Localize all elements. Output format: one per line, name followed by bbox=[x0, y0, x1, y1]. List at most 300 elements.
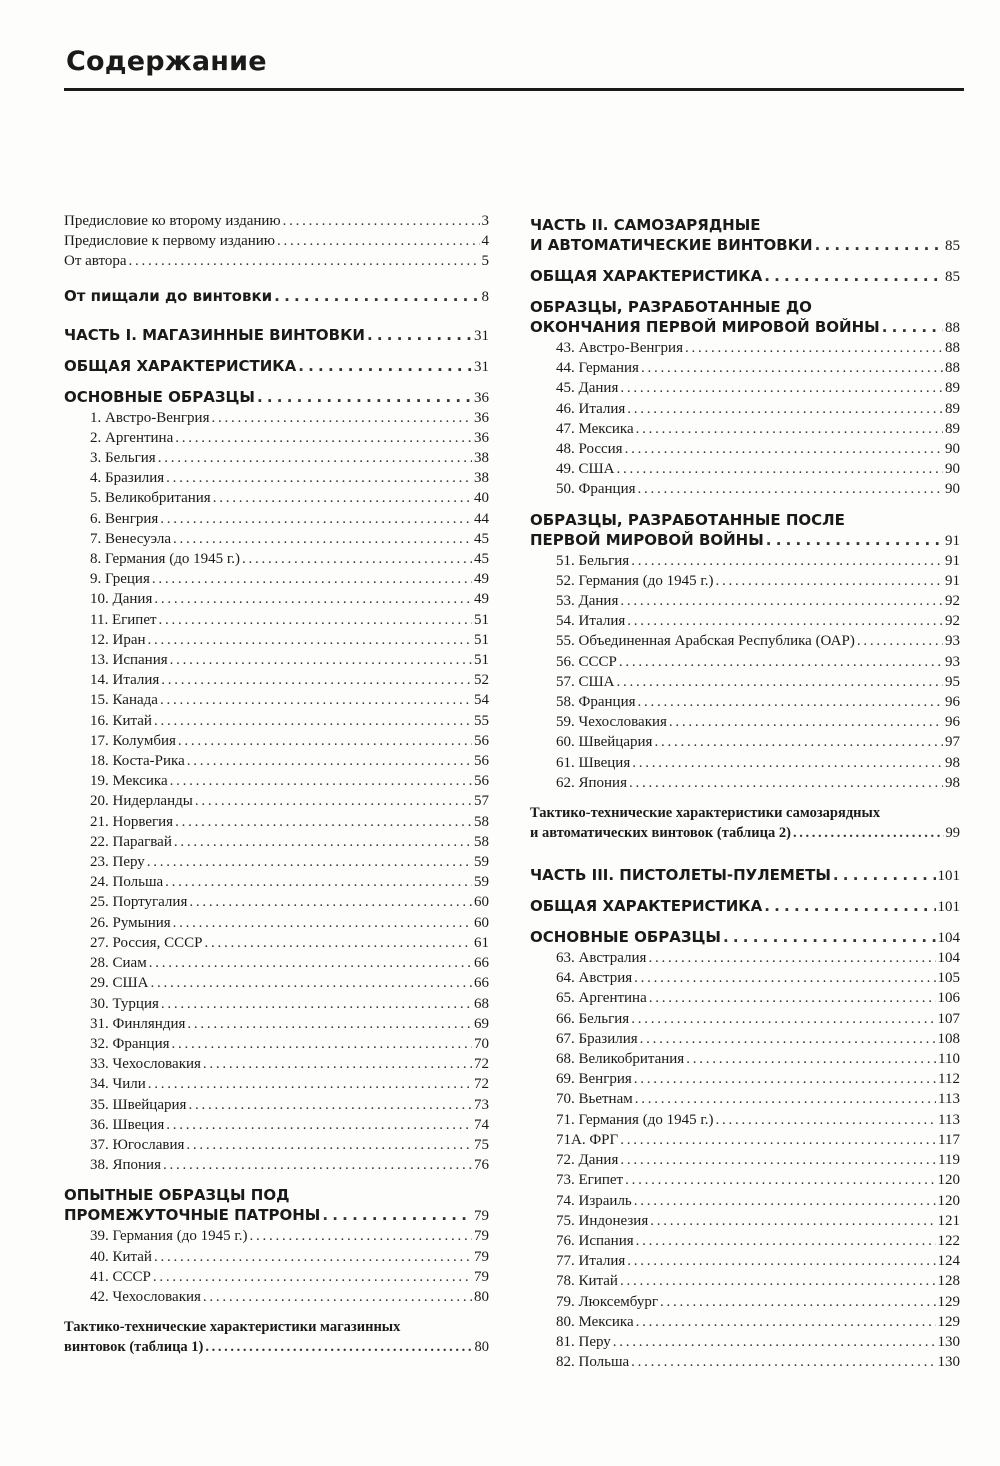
toc-entry-part1[interactable] bbox=[64, 325, 489, 346]
toc-entry[interactable] bbox=[64, 428, 489, 448]
toc-entry-general2[interactable] bbox=[530, 266, 960, 287]
dot-leader bbox=[178, 731, 472, 751]
toc-entry-history[interactable] bbox=[64, 286, 489, 307]
toc-entry-page: 70 bbox=[474, 1035, 489, 1052]
toc-entry-title: 28. Сиам bbox=[90, 955, 147, 972]
toc-entry[interactable] bbox=[64, 892, 489, 912]
toc-entry[interactable] bbox=[530, 571, 960, 591]
toc-entry-title: 24. Польша bbox=[90, 874, 164, 891]
page-title: Содержание bbox=[66, 46, 267, 77]
toc-entry-title: От автора bbox=[64, 253, 127, 270]
toc-entry[interactable] bbox=[64, 973, 489, 993]
toc-entry-main[interactable] bbox=[64, 387, 489, 408]
toc-entry-page: 97 bbox=[945, 734, 960, 751]
toc-entry-title: 38. Япония bbox=[90, 1157, 161, 1174]
toc-entry-page: 119 bbox=[938, 1152, 960, 1169]
toc-entry[interactable] bbox=[530, 611, 960, 631]
toc-entry-title: 22. Парагвай bbox=[90, 833, 172, 850]
toc-entry[interactable] bbox=[64, 1155, 489, 1175]
toc-entry[interactable] bbox=[530, 1292, 960, 1312]
dot-leader bbox=[152, 569, 472, 589]
toc-entry-title: 11. Египет bbox=[90, 611, 157, 628]
toc-entry-title: 56. СССР bbox=[556, 653, 617, 670]
toc-entry-page: 56 bbox=[474, 773, 489, 790]
toc-entry[interactable] bbox=[530, 338, 960, 358]
toc-entry-title: Предисловие к первому изданию bbox=[64, 233, 276, 250]
toc-entry-title: 65. Аргентина bbox=[556, 990, 647, 1007]
dot-leader bbox=[174, 832, 472, 852]
dot-leader bbox=[166, 1115, 472, 1135]
toc-entry-title: 79. Люксембург bbox=[556, 1293, 658, 1310]
toc-entry-title: 50. Франция bbox=[556, 481, 636, 498]
toc-entry-title: Предисловие ко второму изданию bbox=[64, 213, 281, 229]
toc-entry-title: 39. Германия (до 1945 г.) bbox=[90, 1228, 248, 1245]
toc-entry[interactable] bbox=[530, 1029, 960, 1049]
toc-entry[interactable] bbox=[530, 358, 960, 378]
toc-entry[interactable] bbox=[530, 459, 960, 479]
toc-entry-title: 51. Бельгия bbox=[556, 552, 630, 569]
toc-entry-page: 95 bbox=[945, 673, 960, 690]
toc-entry[interactable] bbox=[64, 731, 489, 751]
dot-leader bbox=[170, 771, 472, 791]
dot-leader bbox=[242, 549, 472, 569]
toc-entry[interactable] bbox=[64, 630, 489, 650]
toc-entry[interactable] bbox=[64, 211, 489, 231]
toc-entry-page: 107 bbox=[937, 1010, 960, 1027]
toc-entry-page: 60 bbox=[474, 894, 489, 911]
toc-entry-title: 77. Италия bbox=[556, 1253, 626, 1270]
toc-entry-title: 16. Китай bbox=[90, 712, 152, 729]
toc-entry-page: 104 bbox=[937, 950, 960, 967]
dot-leader bbox=[159, 610, 472, 630]
toc-entry[interactable] bbox=[530, 1049, 960, 1069]
toc-entry[interactable] bbox=[64, 468, 489, 488]
toc-entry[interactable] bbox=[64, 408, 489, 428]
dot-leader bbox=[631, 1009, 935, 1029]
toc-entry[interactable] bbox=[64, 771, 489, 791]
toc-entry-page: 128 bbox=[937, 1273, 960, 1290]
dot-leader bbox=[627, 1251, 935, 1271]
toc-entry-title: 57. США bbox=[556, 673, 615, 690]
toc-entry-title: 61. Швеция bbox=[556, 754, 631, 771]
toc-entry-title: 7. Венесуэла bbox=[90, 530, 171, 547]
experimental-items-list bbox=[64, 1226, 489, 1307]
toc-entry-title: 40. Китай bbox=[90, 1248, 152, 1265]
toc-entry-page: 57 bbox=[474, 793, 489, 810]
toc-entry[interactable] bbox=[64, 569, 489, 589]
toc-entry-title: 73. Египет bbox=[556, 1172, 624, 1189]
dot-leader bbox=[160, 509, 472, 529]
toc-entry[interactable] bbox=[530, 1089, 960, 1109]
toc-entry[interactable] bbox=[530, 692, 960, 712]
toc-entry-title-line2: ПЕРВОЙ МИРОВОЙ ВОЙНЫ bbox=[530, 530, 764, 549]
toc-entry-page: 93 bbox=[945, 633, 960, 650]
toc-entry[interactable] bbox=[64, 231, 489, 251]
dot-leader bbox=[641, 358, 943, 378]
toc-entry-page: 106 bbox=[937, 990, 960, 1007]
toc-entry-title: 62. Япония bbox=[556, 774, 627, 791]
dot-leader bbox=[161, 994, 472, 1014]
toc-entry[interactable] bbox=[64, 913, 489, 933]
dot-leader bbox=[627, 399, 943, 419]
toc-entry-page: 54 bbox=[474, 692, 489, 709]
toc-entry-title: 5. Великобритания bbox=[90, 490, 211, 507]
toc-entry-before-ww1[interactable] bbox=[530, 297, 960, 338]
toc-entry-page: 79 bbox=[474, 1268, 489, 1285]
toc-entry[interactable] bbox=[64, 1287, 489, 1307]
toc-entry[interactable] bbox=[64, 670, 489, 690]
toc-entry-title: 54. Италия bbox=[556, 613, 626, 630]
toc-entry[interactable] bbox=[530, 1069, 960, 1089]
dot-leader bbox=[620, 378, 943, 398]
toc-entry-part3[interactable] bbox=[530, 865, 960, 886]
toc-entry-title: 41. СССР bbox=[90, 1268, 151, 1285]
toc-entry-title: 8. Германия (до 1945 г.) bbox=[90, 551, 241, 568]
toc-entry-page: 72 bbox=[474, 1056, 489, 1073]
toc-entry-title: 29. США bbox=[90, 975, 149, 992]
dot-leader bbox=[649, 988, 936, 1008]
toc-entry[interactable] bbox=[530, 1352, 960, 1372]
toc-entry[interactable] bbox=[530, 419, 960, 439]
dot-leader bbox=[685, 338, 943, 358]
dot-leader bbox=[213, 488, 472, 508]
toc-entry-table1[interactable] bbox=[64, 1317, 489, 1357]
toc-entry[interactable] bbox=[64, 953, 489, 973]
dot-leader bbox=[640, 1029, 936, 1049]
toc-entry-page: 38 bbox=[474, 450, 489, 467]
toc-entry-page: 96 bbox=[945, 714, 960, 731]
dot-leader bbox=[686, 1049, 936, 1069]
toc-entry-title-line2: ОКОНЧАНИЯ ПЕРВОЙ МИРОВОЙ ВОЙНЫ bbox=[530, 318, 880, 336]
dot-leader bbox=[634, 1191, 936, 1211]
toc-entry[interactable] bbox=[530, 988, 960, 1008]
toc-entry-page: 44 bbox=[474, 510, 489, 527]
toc-entry[interactable] bbox=[64, 933, 489, 953]
toc-entry[interactable] bbox=[530, 1170, 960, 1190]
dot-leader bbox=[620, 1130, 936, 1150]
dot-leader bbox=[634, 968, 935, 988]
toc-entry-title: 25. Португалия bbox=[90, 894, 188, 911]
toc-entry-page: 85 bbox=[945, 238, 960, 254]
toc-entry-title: 19. Мексика bbox=[90, 773, 168, 790]
toc-entry-page: 36 bbox=[474, 409, 489, 426]
toc-entry[interactable] bbox=[64, 1247, 489, 1267]
toc-entry-title: 43. Австро-Венгрия bbox=[556, 340, 683, 356]
toc-entry[interactable] bbox=[64, 872, 489, 892]
toc-entry-title: 37. Югославия bbox=[90, 1136, 185, 1153]
toc-entry-page: 58 bbox=[474, 833, 489, 850]
toc-entry[interactable] bbox=[64, 1014, 489, 1034]
toc-entry[interactable] bbox=[64, 1135, 489, 1155]
toc-entry[interactable] bbox=[64, 589, 489, 609]
toc-entry[interactable] bbox=[64, 711, 489, 731]
toc-entry[interactable] bbox=[530, 1231, 960, 1251]
dot-leader bbox=[620, 591, 943, 611]
toc-entry[interactable] bbox=[530, 968, 960, 988]
toc-entry[interactable] bbox=[530, 1251, 960, 1271]
toc-entry-page: 73 bbox=[474, 1096, 489, 1113]
toc-entry-title: 53. Дания bbox=[556, 593, 619, 610]
toc-entry-title: 13. Испания bbox=[90, 652, 168, 669]
toc-entry[interactable] bbox=[530, 378, 960, 398]
toc-entry-page: 110 bbox=[938, 1051, 960, 1068]
toc-entry[interactable] bbox=[64, 994, 489, 1014]
toc-entry[interactable] bbox=[64, 650, 489, 670]
toc-entry-general[interactable] bbox=[64, 356, 489, 377]
toc-entry[interactable] bbox=[64, 690, 489, 710]
toc-entry-page: 68 bbox=[474, 995, 489, 1012]
toc-entry-after-ww1[interactable] bbox=[530, 510, 960, 551]
toc-entry[interactable] bbox=[530, 672, 960, 692]
toc-entry-title-line2: ПРОМЕЖУТОЧНЫЕ ПАТРОНЫ bbox=[64, 1206, 321, 1225]
dot-leader bbox=[175, 812, 472, 832]
toc-entry[interactable] bbox=[530, 439, 960, 459]
toc-entry-title: 42. Чехословакия bbox=[90, 1288, 201, 1305]
toc-entry[interactable] bbox=[64, 1034, 489, 1054]
toc-entry-page: 91 bbox=[945, 572, 960, 589]
toc-entry-title: 72. Дания bbox=[556, 1152, 619, 1169]
toc-entry-page: 91 bbox=[945, 552, 960, 569]
dot-leader bbox=[277, 231, 479, 251]
toc-entry-page: 8 bbox=[481, 288, 489, 305]
toc-entry-page: 36 bbox=[474, 429, 489, 446]
dot-leader bbox=[636, 1312, 936, 1332]
toc-entry-page: 113 bbox=[938, 1091, 960, 1108]
toc-entry-page: 92 bbox=[945, 593, 960, 610]
toc-entry-page: 88 bbox=[945, 360, 960, 377]
dot-leader bbox=[149, 953, 472, 973]
toc-entry[interactable] bbox=[530, 652, 960, 672]
toc-entry[interactable] bbox=[530, 948, 960, 968]
toc-entry-page: 36 bbox=[474, 389, 489, 406]
dot-leader bbox=[625, 1170, 935, 1190]
dot-leader bbox=[129, 251, 480, 271]
dot-leader bbox=[148, 630, 472, 650]
dot-leader bbox=[147, 852, 472, 872]
toc-entry[interactable] bbox=[530, 591, 960, 611]
toc-entry-title: 12. Иран bbox=[90, 631, 146, 648]
toc-entry-title: 66. Бельгия bbox=[556, 1010, 630, 1027]
dot-leader bbox=[158, 448, 472, 468]
dot-leader bbox=[153, 1267, 472, 1287]
toc-entry[interactable] bbox=[530, 712, 960, 732]
toc-entry-general3[interactable] bbox=[530, 896, 960, 917]
toc-entry-page: 3 bbox=[481, 213, 489, 229]
dot-leader bbox=[638, 479, 944, 499]
toc-entry-page: 38 bbox=[474, 470, 489, 487]
toc-entry[interactable] bbox=[64, 1267, 489, 1287]
dot-leader bbox=[160, 690, 472, 710]
toc-entry[interactable] bbox=[64, 852, 489, 872]
toc-entry-page: 91 bbox=[945, 532, 960, 549]
toc-entry-page: 72 bbox=[474, 1076, 489, 1093]
toc-entry-title: 60. Швейцария bbox=[556, 734, 653, 751]
toc-entry-title: 75. Индонезия bbox=[556, 1212, 649, 1229]
toc-entry-part2[interactable] bbox=[530, 215, 960, 256]
toc-entry-page: 69 bbox=[474, 1015, 489, 1032]
toc-entry-page: 4 bbox=[481, 233, 489, 250]
toc-entry-title: 33. Чехословакия bbox=[90, 1056, 201, 1073]
toc-entry-title-line1: ОБРАЗЦЫ, РАЗРАБОТАННЫЕ ПОСЛЕ bbox=[530, 510, 845, 529]
toc-entry[interactable] bbox=[64, 791, 489, 811]
toc-entry[interactable] bbox=[530, 1009, 960, 1029]
toc-entry-page: 104 bbox=[937, 930, 960, 947]
toc-entry-page: 120 bbox=[937, 1192, 960, 1209]
toc-entry-title: 9. Греция bbox=[90, 571, 150, 588]
toc-entry-page: 98 bbox=[945, 754, 960, 771]
toc-entry-title: 59. Чехословакия bbox=[556, 714, 667, 731]
dot-leader bbox=[613, 1332, 936, 1352]
dot-leader bbox=[629, 773, 943, 793]
toc-entry-title: 80. Мексика bbox=[556, 1313, 634, 1330]
toc-entry-page: 5 bbox=[481, 253, 489, 270]
main-items-list bbox=[64, 408, 489, 1176]
toc-entry-main3[interactable] bbox=[530, 927, 960, 948]
toc-entry-page: 79 bbox=[474, 1248, 489, 1265]
toc-entry-title: 34. Чили bbox=[90, 1076, 146, 1093]
dot-leader bbox=[204, 933, 472, 953]
toc-entry-page: 45 bbox=[474, 551, 489, 568]
toc-entry[interactable] bbox=[64, 448, 489, 468]
dot-leader bbox=[616, 459, 943, 479]
dot-leader bbox=[635, 1089, 936, 1109]
toc-entry[interactable] bbox=[530, 1211, 960, 1231]
toc-entry[interactable] bbox=[530, 551, 960, 571]
toc-entry-page: 88 bbox=[945, 340, 960, 356]
toc-entry-title: 18. Коста-Рика bbox=[90, 753, 185, 770]
toc-entry-title: ОБЩАЯ ХАРАКТЕРИСТИКА bbox=[530, 897, 763, 916]
toc-entry-page: 85 bbox=[945, 269, 960, 285]
toc-entry-title: ОСНОВНЫЕ ОБРАЗЦЫ bbox=[64, 387, 255, 406]
toc-entry-title: 68. Великобритания bbox=[556, 1051, 685, 1068]
toc-entry[interactable] bbox=[64, 1226, 489, 1246]
dot-leader bbox=[188, 1095, 472, 1115]
toc-entry-page: 51 bbox=[474, 652, 489, 669]
toc-right-column bbox=[530, 215, 960, 1372]
toc-entry-title: 44. Германия bbox=[556, 360, 639, 377]
toc-entry-page: 120 bbox=[937, 1172, 960, 1189]
toc-entry[interactable] bbox=[530, 479, 960, 499]
toc-entry[interactable] bbox=[530, 1271, 960, 1291]
toc-entry-title: ЧАСТЬ I. МАГАЗИННЫЕ ВИНТОВКИ bbox=[64, 325, 365, 344]
toc-entry-page: 56 bbox=[474, 753, 489, 770]
dot-leader bbox=[187, 1014, 472, 1034]
toc-entry[interactable] bbox=[64, 488, 489, 508]
toc-entry[interactable] bbox=[64, 549, 489, 569]
toc-entry-title: 14. Италия bbox=[90, 672, 160, 689]
toc-entry-page: 40 bbox=[474, 490, 489, 507]
toc-entry[interactable] bbox=[64, 529, 489, 549]
toc-entry-page: 55 bbox=[474, 712, 489, 729]
toc-entry[interactable] bbox=[530, 773, 960, 793]
toc-entry[interactable] bbox=[530, 631, 960, 651]
toc-entry[interactable] bbox=[64, 1074, 489, 1094]
toc-entry[interactable] bbox=[530, 399, 960, 419]
toc-entry-title: 63. Австралия bbox=[556, 950, 647, 967]
toc-entry-page: 129 bbox=[937, 1293, 960, 1310]
toc-entry[interactable] bbox=[530, 1110, 960, 1130]
dot-leader bbox=[173, 529, 472, 549]
toc-entry-title-line2: винтовок (таблица 1) bbox=[64, 1339, 204, 1356]
toc-entry[interactable] bbox=[530, 1191, 960, 1211]
dot-leader bbox=[212, 408, 473, 428]
toc-entry[interactable] bbox=[530, 1150, 960, 1170]
toc-entry-page: 130 bbox=[937, 1333, 960, 1350]
toc-entry[interactable] bbox=[64, 251, 489, 271]
toc-entry-title: 71. Германия (до 1945 г.) bbox=[556, 1111, 714, 1128]
toc-entry-title: 4. Бразилия bbox=[90, 470, 165, 487]
toc-entry-title: 58. Франция bbox=[556, 694, 636, 711]
toc-entry-title: 2. Аргентина bbox=[90, 429, 174, 446]
toc-entry-title-line1: ЧАСТЬ II. САМОЗАРЯДНЫЕ bbox=[530, 216, 761, 234]
toc-entry-title: От пищали до винтовки bbox=[64, 286, 273, 305]
dot-leader bbox=[189, 892, 472, 912]
dot-leader bbox=[148, 1074, 472, 1094]
toc-entry-page: 59 bbox=[474, 854, 489, 871]
toc-entry[interactable] bbox=[530, 753, 960, 773]
toc-entry-page: 51 bbox=[474, 631, 489, 648]
toc-entry[interactable] bbox=[530, 732, 960, 752]
toc-entry[interactable] bbox=[530, 1130, 960, 1150]
toc-entry[interactable] bbox=[64, 610, 489, 630]
dot-leader bbox=[648, 948, 935, 968]
toc-entry-page: 61 bbox=[474, 934, 489, 951]
toc-entry-title: 23. Перу bbox=[90, 854, 145, 871]
toc-entry-title: 21. Норвегия bbox=[90, 813, 174, 830]
dot-leader bbox=[175, 428, 472, 448]
toc-entry[interactable] bbox=[530, 1312, 960, 1332]
toc-entry-title: 10. Дания bbox=[90, 591, 153, 608]
toc-entry-title: 81. Перу bbox=[556, 1333, 611, 1350]
dot-leader bbox=[163, 1155, 472, 1175]
dot-leader bbox=[716, 1110, 937, 1130]
toc-entry-table2[interactable] bbox=[530, 803, 960, 843]
toc-entry-title: ОБЩАЯ ХАРАКТЕРИСТИКА bbox=[64, 356, 297, 375]
toc-entry[interactable] bbox=[64, 812, 489, 832]
after-items-list bbox=[530, 551, 960, 793]
toc-entry[interactable] bbox=[64, 1095, 489, 1115]
toc-entry-page: 101 bbox=[937, 868, 960, 885]
toc-entry-page: 101 bbox=[937, 899, 960, 916]
toc-entry[interactable] bbox=[64, 1115, 489, 1135]
toc-entry-page: 129 bbox=[937, 1313, 960, 1330]
toc-entry-title: 47. Мексика bbox=[556, 420, 634, 437]
toc-entry[interactable] bbox=[64, 832, 489, 852]
dot-leader bbox=[716, 571, 943, 591]
toc-entry-title: 45. Дания bbox=[556, 380, 619, 397]
dot-leader bbox=[154, 1247, 472, 1267]
dot-leader bbox=[195, 791, 472, 811]
toc-entry-page: 56 bbox=[474, 732, 489, 749]
toc-entry-title-line1: ОПЫТНЫЕ ОБРАЗЦЫ ПОД bbox=[64, 1186, 290, 1205]
dot-leader bbox=[283, 211, 480, 231]
toc-entry[interactable] bbox=[64, 751, 489, 771]
dot-leader bbox=[161, 670, 472, 690]
toc-entry-page: 112 bbox=[938, 1071, 960, 1088]
toc-entry-title: 70. Вьетнам bbox=[556, 1091, 633, 1108]
toc-entry-title: 52. Германия (до 1945 г.) bbox=[556, 572, 714, 589]
toc-entry-title: 1. Австро-Венгрия bbox=[90, 409, 210, 426]
toc-entry[interactable] bbox=[64, 509, 489, 529]
toc-entry-page: 58 bbox=[474, 813, 489, 830]
toc-entry-experimental[interactable] bbox=[64, 1185, 489, 1226]
toc-entry-title: ЧАСТЬ III. ПИСТОЛЕТЫ-ПУЛЕМЕТЫ bbox=[530, 866, 831, 885]
toc-entry[interactable] bbox=[64, 1054, 489, 1074]
toc-entry-page: 122 bbox=[937, 1232, 960, 1249]
toc-entry-title: 46. Италия bbox=[556, 400, 626, 417]
toc-entry-title: 26. Румыния bbox=[90, 914, 171, 931]
toc-entry[interactable] bbox=[530, 1332, 960, 1352]
